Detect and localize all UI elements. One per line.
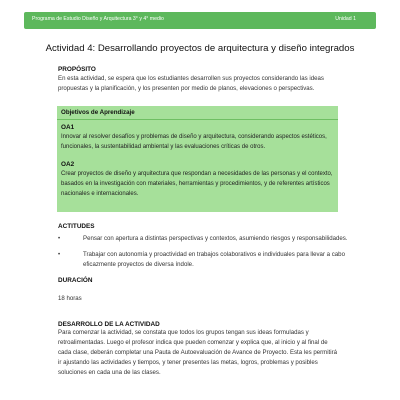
proposito-heading: PROPÓSITO: [58, 66, 96, 73]
desarrollo-line: ir ajustando las actividades y tiempos, y tener presentes las metas, logros, problemas y posibles: [58, 359, 318, 366]
desarrollo-text: [58, 328, 358, 378]
oa-text: [61, 169, 333, 199]
header-bar: [24, 12, 376, 29]
desarrollo-line: soluciones en cada una de las clases.: [58, 369, 161, 376]
desarrollo-line: Para comenzar la actividad, se constata que todos los grupos tengan sus ideas formuladas y: [58, 329, 309, 336]
bullet-line: eficazmente proyectos de diversa índole.: [83, 261, 194, 268]
bullet-icon: •: [58, 252, 61, 258]
bullet-line: Trabajar con autonomía y proactividad en trabajos colaborativos e individuales para llevar a cabo: [83, 251, 345, 258]
bullet-icon: •: [58, 236, 61, 242]
oa-code: OA1: [61, 124, 75, 131]
actitudes-heading: ACTITUDES: [58, 223, 95, 230]
desarrollo-line: retroalimentadas. Luego el profesor indica que pueden comenzar y explica que, al inicio y al final de: [58, 339, 328, 346]
oa-line: funcionales, la sustentabilidad ambiental y las evaluaciones críticas de otros.: [61, 144, 266, 150]
duracion-heading: DURACIÓN: [58, 277, 93, 284]
duracion-value: 18 horas: [58, 295, 82, 302]
proposito-line: propuestas y la planificación, y los presenten por medio de planos, elevaciones o perspectivas.: [58, 85, 315, 92]
bullet-line: Pensar con apertura a distintas perspectivas y contextos, asumiendo riesgos y responsabilidades.: [83, 235, 348, 242]
bullet-text: [83, 234, 358, 244]
oa-line: Innovar al resolver desafíos y problemas de diseño y arquitectura, considerando aspectos estéticos,: [61, 134, 327, 140]
proposito-text: [58, 74, 358, 94]
oa-line: Crear proyectos de diseño y arquitectura que respondan a necesidades de las personas y el contexto,: [61, 171, 333, 177]
oa-text: [61, 132, 333, 152]
objetivos-box: [57, 106, 338, 212]
program-title: Programa de Estudio Diseño y Arquitectura 3° y 4° medio: [32, 16, 164, 22]
bullet-text: [83, 250, 358, 270]
activity-title: Actividad 4: Desarrollando proyectos de arquitectura y diseño integrados: [45, 43, 355, 54]
oa-code: OA2: [61, 161, 75, 168]
desarrollo-line: cada clase, deberán completar una Pauta de Autoevaluación de Avance de Proyecto. Esta les permitirá: [58, 349, 338, 356]
oa-line: nacionales e internacionales.: [61, 191, 139, 197]
objetivos-heading: Objetivos de Aprendizaje: [57, 106, 338, 120]
oa-line: basados en la investigación con materiales, herramientas y procedimientos, y de referentes artísticos: [61, 181, 330, 187]
desarrollo-heading: DESARROLLO DE LA ACTIVIDAD: [58, 321, 160, 328]
proposito-line: En esta actividad, se espera que los estudiantes desarrollen sus proyectos considerando las ideas: [58, 75, 324, 82]
unit-label: Unidad 1: [335, 16, 356, 22]
